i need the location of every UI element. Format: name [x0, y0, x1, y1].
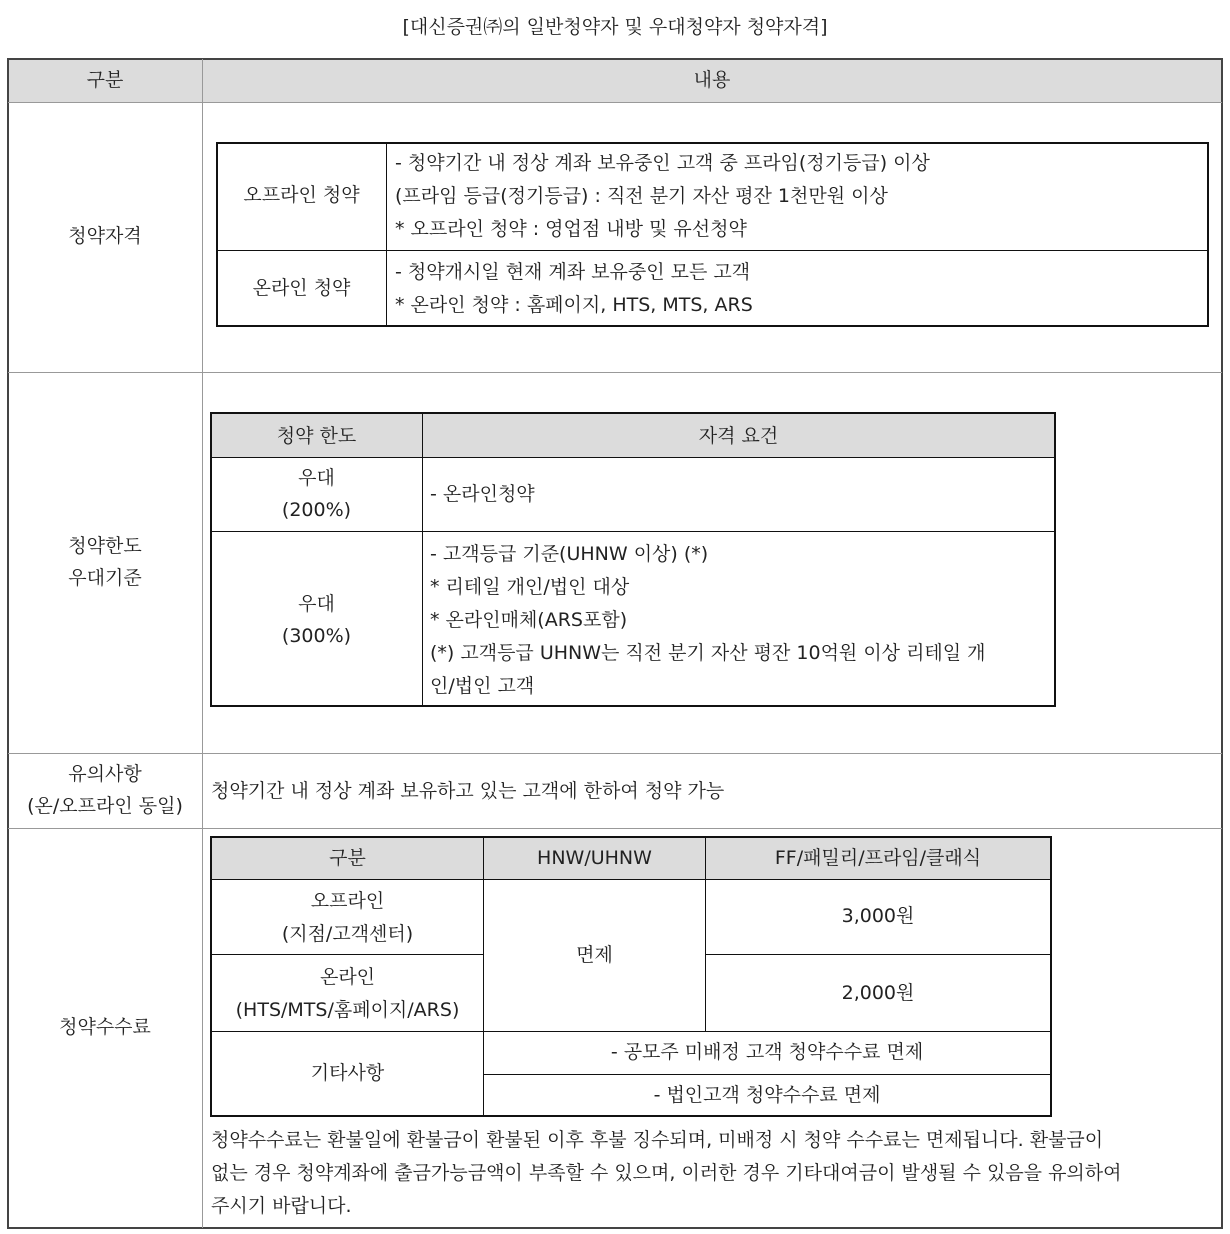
fee-online-line1: 온라인: [319, 966, 376, 988]
limit-header-col1: 청약 한도: [276, 425, 357, 447]
label-notice-line2: (온/오프라인 동일): [27, 795, 183, 817]
border: [216, 325, 1209, 327]
row-divider: [8, 828, 1222, 829]
table-border-right: [1221, 58, 1223, 1229]
border: [210, 1115, 1052, 1117]
label-eligibility: 청약자격: [68, 225, 142, 247]
border: [210, 836, 1052, 838]
border: [210, 412, 1056, 414]
fee-online-line2: (HTS/MTS/홈페이지/ARS): [235, 999, 460, 1021]
limit-header-col2: 자격 요건: [698, 425, 779, 447]
label-fee: 청약수수료: [59, 1016, 151, 1038]
table-border-bottom: [7, 1227, 1223, 1229]
border: [211, 954, 484, 955]
label-limit-line2: 우대기준: [68, 567, 142, 589]
offline-line: (프라임 등급(정기등급) : 직전 분기 자산 평잔 1천만원 이상: [395, 185, 888, 207]
offline-line: * 오프라인 청약 : 영업점 내방 및 유선청약: [395, 218, 747, 240]
limit-300-line: (*) 고객등급 UHNW는 직전 분기 자산 평잔 10억원 이상 리테일 개: [430, 642, 986, 664]
border: [211, 879, 1051, 880]
border: [216, 142, 218, 327]
row-divider: [8, 753, 1222, 754]
label-limit-line1: 청약한도: [68, 535, 142, 557]
table-border-top: [7, 58, 1223, 60]
border: [211, 531, 1055, 532]
fee-note-line: 주시기 바랍니다.: [211, 1195, 352, 1217]
fee-other-line1: - 공모주 미배정 고객 청약수수료 면제: [610, 1041, 924, 1063]
fee-header-col1: 구분: [329, 847, 366, 869]
limit-200-text: - 온라인청약: [430, 483, 535, 505]
row-divider: [8, 102, 1222, 103]
fee-other-label: 기타사항: [310, 1062, 385, 1084]
limit-300-line2: (300%): [281, 625, 352, 647]
limit-300-line: 인/법인 고객: [430, 675, 535, 697]
border: [483, 1074, 1051, 1075]
online-subscription-label: 온라인 청약: [252, 277, 351, 299]
border: [211, 1031, 1051, 1032]
label-notice-line1: 유의사항: [68, 763, 142, 785]
fee-online-amount: 2,000원: [841, 982, 915, 1004]
page-title: [대신증권㈜의 일반청약자 및 우대청약자 청약자격]: [402, 16, 828, 38]
border: [386, 143, 387, 326]
notice-text: 청약기간 내 정상 계좌 보유하고 있는 고객에 한하여 청약 가능: [211, 780, 725, 802]
border: [210, 705, 1056, 707]
limit-300-line1: 우대: [298, 593, 335, 615]
row-divider: [8, 372, 1222, 373]
column-divider: [202, 59, 203, 1228]
online-line: * 온라인 청약 : 홈페이지, HTS, MTS, ARS: [395, 294, 753, 316]
border: [1207, 142, 1209, 327]
online-line: - 청약개시일 현재 계좌 보유중인 모든 고객: [395, 261, 751, 283]
fee-offline-line2: (지점/고객센터): [281, 923, 414, 945]
border: [705, 954, 1051, 955]
limit-300-line: * 온라인매체(ARS포함): [430, 609, 628, 631]
fee-other-line2: - 법인고객 청약수수료 면제: [653, 1084, 881, 1106]
fee-offline-line1: 오프라인: [310, 890, 385, 912]
offline-subscription-label: 오프라인 청약: [243, 184, 360, 206]
limit-200-line2: (200%): [281, 499, 352, 521]
limit-200-line1: 우대: [298, 467, 335, 489]
border: [217, 250, 1208, 251]
header-col-content: 내용: [693, 69, 731, 91]
fee-exempt: 면제: [576, 944, 613, 966]
fee-header-col2: HNW/UHNW: [537, 847, 652, 869]
border: [216, 142, 1209, 144]
fee-note-line: 없는 경우 청약계좌에 출금가능금액이 부족할 수 있으며, 이러한 경우 기타대여금이 발생될 수 있음을 유의하여: [211, 1162, 1122, 1184]
limit-300-line: - 고객등급 기준(UHNW 이상) (*): [430, 543, 709, 565]
fee-offline-amount: 3,000원: [841, 905, 915, 927]
fee-note-line: 청약수수료는 환불일에 환불금이 환불된 이후 후불 징수되며, 미배정 시 청약 수수료는 면제됩니다. 환불금이: [211, 1129, 1104, 1151]
header-col-category: 구분: [86, 69, 124, 91]
limit-300-line: * 리테일 개인/법인 대상: [430, 576, 630, 598]
border: [211, 457, 1055, 458]
fee-header-col3: FF/패밀리/프라임/클래식: [774, 847, 982, 869]
offline-line: - 청약기간 내 정상 계좌 보유중인 고객 중 프라임(정기등급) 이상: [395, 152, 930, 174]
